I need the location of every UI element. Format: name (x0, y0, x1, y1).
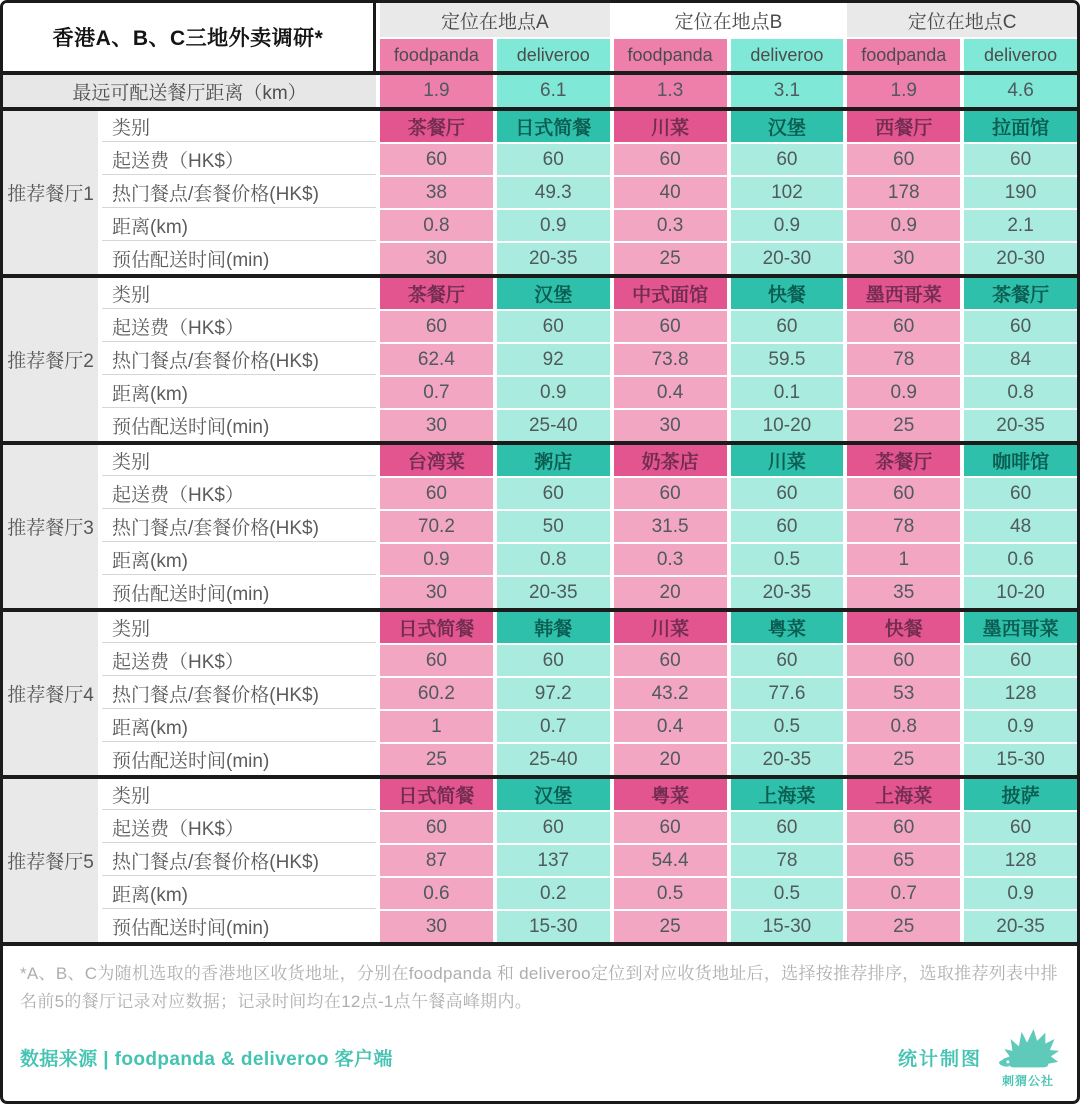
data-cell: 30 (847, 243, 960, 274)
data-cell: 60 (614, 645, 727, 676)
category-cell: 汉堡 (497, 779, 610, 810)
category-cell: 粥店 (497, 445, 610, 476)
table-header (3, 3, 1077, 71)
row-label: 类别 (102, 278, 376, 309)
data-cell: 30 (380, 577, 493, 608)
category-cell: 咖啡馆 (964, 445, 1077, 476)
data-cell: 60 (847, 645, 960, 676)
data-cell: 35 (847, 577, 960, 608)
row-label: 预估配送时间(min) (102, 911, 376, 942)
credits-row (20, 1027, 1060, 1087)
data-cell: 60 (731, 311, 844, 342)
data-cell: 25-40 (497, 410, 610, 441)
category-cell: 日式简餐 (497, 111, 610, 142)
data-cell: 30 (614, 410, 727, 441)
category-cell: 拉面馆 (964, 111, 1077, 142)
data-cell: 0.5 (614, 878, 727, 909)
data-cell: 78 (731, 845, 844, 876)
category-cell: 茶餐厅 (964, 278, 1077, 309)
category-cell: 茶餐厅 (847, 445, 960, 476)
row-label: 热门餐点/套餐价格(HK$) (102, 678, 376, 709)
data-cell: 25 (614, 911, 727, 942)
data-cell: 0.2 (497, 878, 610, 909)
data-cell: 60 (497, 645, 610, 676)
row-label: 距离(km) (102, 210, 376, 241)
data-cell: 102 (731, 177, 844, 208)
data-cell: 60 (380, 645, 493, 676)
data-cell: 70.2 (380, 511, 493, 542)
data-cell: 60 (847, 478, 960, 509)
row-label: 类别 (102, 111, 376, 142)
row-label: 类别 (102, 445, 376, 476)
category-cell: 披萨 (964, 779, 1077, 810)
category-cell: 快餐 (847, 612, 960, 643)
row-label: 热门餐点/套餐价格(HK$) (102, 511, 376, 542)
max-distance-value: 1.9 (847, 75, 960, 107)
data-cell: 20-35 (731, 744, 844, 775)
data-cell: 60 (731, 812, 844, 843)
data-cell: 0.9 (497, 377, 610, 408)
data-cell: 60 (497, 144, 610, 175)
category-cell: 墨西哥菜 (964, 612, 1077, 643)
data-cell: 78 (847, 511, 960, 542)
data-cell: 0.8 (497, 544, 610, 575)
location-header: 定位在地点B (614, 3, 844, 37)
row-label: 距离(km) (102, 711, 376, 742)
data-cell: 60 (614, 311, 727, 342)
row-label: 距离(km) (102, 544, 376, 575)
data-cell: 60 (497, 478, 610, 509)
data-cell: 0.6 (380, 878, 493, 909)
category-cell: 粤菜 (614, 779, 727, 810)
data-cell: 128 (964, 678, 1077, 709)
data-cell: 38 (380, 177, 493, 208)
data-cell: 137 (497, 845, 610, 876)
data-cell: 77.6 (731, 678, 844, 709)
location-header: 定位在地点C (847, 3, 1077, 37)
provider-header: foodpanda (847, 39, 960, 71)
row-label: 起送费（HK$） (102, 645, 376, 676)
row-label: 预估配送时间(min) (102, 577, 376, 608)
row-label: 预估配送时间(min) (102, 744, 376, 775)
data-cell: 60 (964, 812, 1077, 843)
row-label: 类别 (102, 779, 376, 810)
restaurant-block (3, 278, 1077, 441)
data-cell: 128 (964, 845, 1077, 876)
data-cell: 60 (964, 645, 1077, 676)
data-cell: 60 (847, 144, 960, 175)
provider-header: deliveroo (731, 39, 844, 71)
data-cell: 54.4 (614, 845, 727, 876)
data-cell: 0.9 (731, 210, 844, 241)
page-title: 香港A、B、C三地外卖调研* (3, 3, 376, 71)
data-cell: 60 (731, 144, 844, 175)
data-cell: 0.7 (380, 377, 493, 408)
data-cell: 0.4 (614, 377, 727, 408)
data-cell: 0.5 (731, 711, 844, 742)
category-cell: 奶茶店 (614, 445, 727, 476)
data-cell: 0.9 (964, 878, 1077, 909)
row-label: 预估配送时间(min) (102, 410, 376, 441)
data-cell: 0.9 (964, 711, 1077, 742)
data-cell: 1 (847, 544, 960, 575)
data-cell: 78 (847, 344, 960, 375)
max-distance-value: 4.6 (964, 75, 1077, 107)
row-label: 距离(km) (102, 878, 376, 909)
data-cell: 49.3 (497, 177, 610, 208)
data-cell: 190 (964, 177, 1077, 208)
max-distance-value: 6.1 (497, 75, 610, 107)
data-cell: 60 (731, 511, 844, 542)
category-cell: 韩餐 (497, 612, 610, 643)
data-cell: 0.9 (380, 544, 493, 575)
category-cell: 日式简餐 (380, 779, 493, 810)
max-distance-value: 1.9 (380, 75, 493, 107)
data-cell: 20-35 (497, 577, 610, 608)
data-cell: 2.1 (964, 210, 1077, 241)
restaurant-group-label: 推荐餐厅3 (3, 445, 98, 608)
data-cell: 30 (380, 911, 493, 942)
data-cell: 178 (847, 177, 960, 208)
data-source-credit: 数据来源 | foodpanda & deliveroo 客户端 (20, 1048, 393, 1070)
max-distance-value: 1.3 (614, 75, 727, 107)
data-cell: 25-40 (497, 744, 610, 775)
row-label: 类别 (102, 612, 376, 643)
restaurant-group-label: 推荐餐厅2 (3, 278, 98, 441)
restaurant-block (3, 445, 1077, 608)
location-header: 定位在地点A (380, 3, 610, 37)
category-cell: 汉堡 (497, 278, 610, 309)
provider-header: deliveroo (964, 39, 1077, 71)
data-cell: 0.8 (847, 711, 960, 742)
logo-text: 刺猬公社 (1001, 1074, 1054, 1089)
row-label: 起送费（HK$） (102, 812, 376, 843)
data-cell: 60 (847, 311, 960, 342)
data-cell: 0.3 (614, 544, 727, 575)
data-cell: 60 (497, 812, 610, 843)
category-cell: 粤菜 (731, 612, 844, 643)
data-cell: 10-20 (964, 577, 1077, 608)
category-cell: 日式简餐 (380, 612, 493, 643)
data-cell: 59.5 (731, 344, 844, 375)
data-cell: 30 (380, 243, 493, 274)
restaurant-block (3, 779, 1077, 942)
category-cell: 快餐 (731, 278, 844, 309)
data-cell: 60 (614, 478, 727, 509)
data-cell: 60 (614, 812, 727, 843)
category-cell: 上海菜 (731, 779, 844, 810)
category-cell: 川菜 (614, 111, 727, 142)
maker-label: 统计制图 (897, 1048, 982, 1070)
data-cell: 25 (847, 410, 960, 441)
maker-credit (898, 1027, 1060, 1087)
data-cell: 0.7 (497, 711, 610, 742)
category-cell: 西餐厅 (847, 111, 960, 142)
data-cell: 60 (964, 478, 1077, 509)
data-cell: 0.8 (380, 210, 493, 241)
data-cell: 60 (380, 812, 493, 843)
restaurant-group-label: 推荐餐厅5 (3, 779, 98, 942)
data-cell: 20-35 (964, 410, 1077, 441)
data-cell: 15-30 (964, 744, 1077, 775)
data-cell: 60 (380, 311, 493, 342)
data-cell: 0.5 (731, 878, 844, 909)
data-cell: 20-35 (731, 577, 844, 608)
category-cell: 中式面馆 (614, 278, 727, 309)
data-cell: 60 (380, 478, 493, 509)
data-cell: 10-20 (731, 410, 844, 441)
data-cell: 20-35 (497, 243, 610, 274)
data-cell: 25 (847, 744, 960, 775)
footer (3, 946, 1077, 1095)
data-cell: 43.2 (614, 678, 727, 709)
data-cell: 60 (964, 311, 1077, 342)
data-cell: 60 (380, 144, 493, 175)
data-cell: 65 (847, 845, 960, 876)
data-cell: 0.5 (731, 544, 844, 575)
data-cell: 1 (380, 711, 493, 742)
category-cell: 汉堡 (731, 111, 844, 142)
category-cell: 川菜 (731, 445, 844, 476)
max-distance-value: 3.1 (731, 75, 844, 107)
category-cell: 墨西哥菜 (847, 278, 960, 309)
restaurant-block (3, 111, 1077, 274)
restaurant-group-label: 推荐餐厅1 (3, 111, 98, 274)
data-cell: 0.7 (847, 878, 960, 909)
provider-header: foodpanda (614, 39, 727, 71)
category-cell: 台湾菜 (380, 445, 493, 476)
data-cell: 0.9 (847, 377, 960, 408)
row-label: 距离(km) (102, 377, 376, 408)
restaurant-group-label: 推荐餐厅4 (3, 612, 98, 775)
data-cell: 0.1 (731, 377, 844, 408)
provider-header: deliveroo (497, 39, 610, 71)
data-cell: 48 (964, 511, 1077, 542)
data-cell: 60 (731, 645, 844, 676)
data-cell: 60 (497, 311, 610, 342)
data-cell: 0.9 (497, 210, 610, 241)
row-label: 起送费（HK$） (102, 144, 376, 175)
data-cell: 25 (614, 243, 727, 274)
data-cell: 20-30 (964, 243, 1077, 274)
data-cell: 15-30 (731, 911, 844, 942)
data-cell: 0.8 (964, 377, 1077, 408)
data-cell: 20 (614, 744, 727, 775)
provider-header: foodpanda (380, 39, 493, 71)
data-cell: 40 (614, 177, 727, 208)
row-label: 起送费（HK$） (102, 478, 376, 509)
row-label: 热门餐点/套餐价格(HK$) (102, 845, 376, 876)
data-cell: 60.2 (380, 678, 493, 709)
category-cell: 茶餐厅 (380, 278, 493, 309)
data-cell: 0.9 (847, 210, 960, 241)
data-cell: 60 (847, 812, 960, 843)
hedgehog-icon (996, 1027, 1060, 1073)
data-cell: 20-30 (731, 243, 844, 274)
row-label: 起送费（HK$） (102, 311, 376, 342)
data-cell: 84 (964, 344, 1077, 375)
data-cell: 87 (380, 845, 493, 876)
category-cell: 上海菜 (847, 779, 960, 810)
category-cell: 川菜 (614, 612, 727, 643)
data-cell: 97.2 (497, 678, 610, 709)
data-cell: 62.4 (380, 344, 493, 375)
data-cell: 30 (380, 410, 493, 441)
data-cell: 25 (380, 744, 493, 775)
row-label: 热门餐点/套餐价格(HK$) (102, 344, 376, 375)
data-cell: 0.4 (614, 711, 727, 742)
restaurant-block (3, 612, 1077, 775)
data-cell: 15-30 (497, 911, 610, 942)
data-cell: 0.6 (964, 544, 1077, 575)
restaurant-blocks (3, 111, 1077, 946)
data-cell: 50 (497, 511, 610, 542)
data-cell: 92 (497, 344, 610, 375)
data-cell: 53 (847, 678, 960, 709)
data-cell: 60 (964, 144, 1077, 175)
data-cell: 20-35 (964, 911, 1077, 942)
data-cell: 60 (614, 144, 727, 175)
row-label: 热门餐点/套餐价格(HK$) (102, 177, 376, 208)
category-cell: 茶餐厅 (380, 111, 493, 142)
hedgehog-logo (996, 1027, 1060, 1087)
data-cell: 60 (731, 478, 844, 509)
data-cell: 31.5 (614, 511, 727, 542)
max-distance-label: 最远可配送餐厅距离（km） (3, 75, 376, 107)
footnote-text: *A、B、C为随机选取的香港地区收货地址，分别在foodpanda 和 deliveroo定位到对应收货地址后，选择按推荐排序，选取推荐列表中排名前5的餐厅记录对应数据；记录时间均在12点-1点午餐高峰期内。 (20, 964, 1058, 1011)
data-cell: 25 (847, 911, 960, 942)
row-label: 预估配送时间(min) (102, 243, 376, 274)
data-cell: 20 (614, 577, 727, 608)
data-cell: 0.3 (614, 210, 727, 241)
data-cell: 73.8 (614, 344, 727, 375)
max-distance-row (3, 75, 1077, 107)
